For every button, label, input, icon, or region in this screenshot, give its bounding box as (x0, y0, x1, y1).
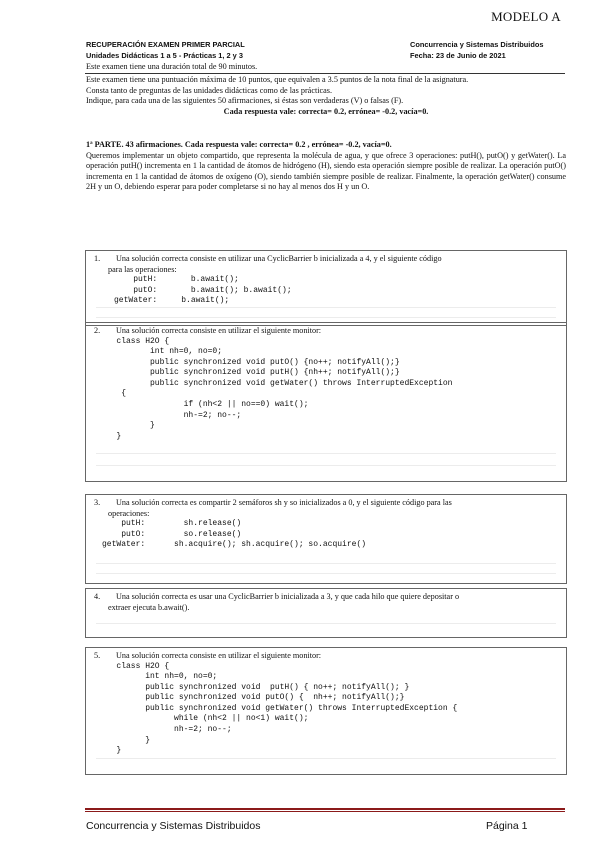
question-3-code: putH: sh.release() putO: so.release() getWater: sh.acquire(); sh.acquire(); so.acquire() (102, 519, 367, 550)
question-5-text: Una solución correcta consiste en utilizar el siguiente monitor: (116, 651, 322, 660)
answer-line (96, 465, 556, 466)
exam-header-left (86, 39, 245, 61)
exam-title: RECUPERACIÓN EXAMEN PRIMER PARCIAL (86, 40, 245, 49)
question-3-text-cont: operaciones: (108, 508, 150, 518)
page-number: Página 1 (486, 820, 528, 832)
answer-line (96, 317, 556, 318)
question-2-number: 2. (94, 326, 101, 335)
answer-line (96, 453, 556, 454)
question-1-text: Una solución correcta consiste en utilizar una CyclicBarrier b inicializada a 4, y el siguiente código (116, 254, 442, 263)
question-5 (85, 647, 567, 775)
question-4-text: Una solución correcta es usar una CyclicBarrier b inicializada a 3, y que cada hilo que quiere depositar o (116, 592, 460, 601)
exam-header-right (410, 39, 543, 61)
question-1-number: 1. (94, 254, 101, 263)
instructions-line-2: Consta tanto de preguntas de las unidades didácticas como de las prácticas. (86, 85, 333, 95)
question-1-text-cont: para las operaciones: (108, 264, 177, 274)
model-label: MODELO A (491, 9, 561, 24)
question-5-code: class H2O { int nh=0, no=0; public synchronized void putH() { no++; notifyAll(); } public synchronized void putO() { nh++; notifyAll();} public synchronized void getWater() throws InterruptedException { while (nh<2 || no<1) wait(); nh-=2; no--; } } (116, 661, 458, 756)
instructions-line-1: Este examen tiene una puntuación máxima de 10 puntos, que equivalen a 3.5 puntos de la nota final de la asignatura. (86, 75, 469, 84)
answer-line (96, 573, 556, 574)
question-1 (85, 250, 567, 326)
exam-instructions (86, 75, 566, 117)
exam-duration: Este examen tiene una duración total de 90 minutos. (86, 62, 258, 71)
instructions-line-3: Indique, para cada una de las siguientes 50 afirmaciones, si éstas son verdaderas (V) o falsas (F). (86, 96, 404, 105)
footer-course: Concurrencia y Sistemas Distribuidos (86, 820, 261, 832)
question-4-number: 4. (94, 592, 101, 601)
question-2-text: Una solución correcta consiste en utilizar el siguiente monitor: (116, 326, 322, 335)
question-3 (85, 494, 567, 584)
part-one-title: 1ª PARTE. 43 afirmaciones. Cada respuesta vale: correcta= 0.2 , errónea= -0.2, vacía=0. (86, 140, 392, 149)
question-3-number: 3. (94, 498, 101, 507)
question-1-code: putH: b.await(); putO: b.await(); b.await(); getWater: b.await(); (114, 275, 292, 306)
question-4 (85, 588, 567, 638)
scoring-rule: Cada respuesta vale: correcta= 0.2, errónea= -0.2, vacía=0. (223, 106, 429, 116)
question-3-text: Una solución correcta es compartir 2 semáforos sh y so inicializados a 0, y el siguiente código para las (116, 498, 452, 507)
answer-line (96, 307, 556, 308)
question-4-text-cont: extraer ejecuta b.await(). (108, 602, 190, 612)
part-one-statement: Queremos implementar un objeto compartido, que representa la molécula de agua, y que ofrece 3 operaciones: putH(), putO() y getWater(). La operación putH() incrementa en 1 la cantidad de átomos de hidrógeno (H), siendo esta operación siempre posible de realizar. La operación putO() incrementa en 1 la cantidad de átomos de oxígeno (O), siendo también siempre posible de realizar. Finalmente, la operación getWater() consume 2H y un O, debiendo esperar para poder completarse si no hay al menos dos H y un O. (86, 150, 566, 192)
footer-rule (85, 808, 565, 810)
question-2-code: class H2O { int nh=0, no=0; public synchronized void putO() {no++; notifyAll();} public synchronized void putH() {nh++; notifyAll();} public synchronized void getWater() throws InterruptedException { if (nh<2 || no==0) wait(); nh-=2; no--; } } (116, 336, 453, 441)
answer-line (96, 563, 556, 564)
answer-line (96, 623, 556, 624)
header-divider (85, 73, 565, 74)
part-one-section (86, 140, 566, 193)
answer-line (96, 758, 556, 759)
course-name: Concurrencia y Sistemas Distribuidos (410, 40, 544, 49)
footer-rule-thin (85, 811, 565, 812)
exam-date: Fecha: 23 de Junio de 2021 (410, 51, 506, 60)
question-2 (85, 322, 567, 482)
exam-units: Unidades Didácticas 1 a 5 - Prácticas 1, 2 y 3 (86, 51, 243, 60)
question-5-number: 5. (94, 651, 101, 660)
